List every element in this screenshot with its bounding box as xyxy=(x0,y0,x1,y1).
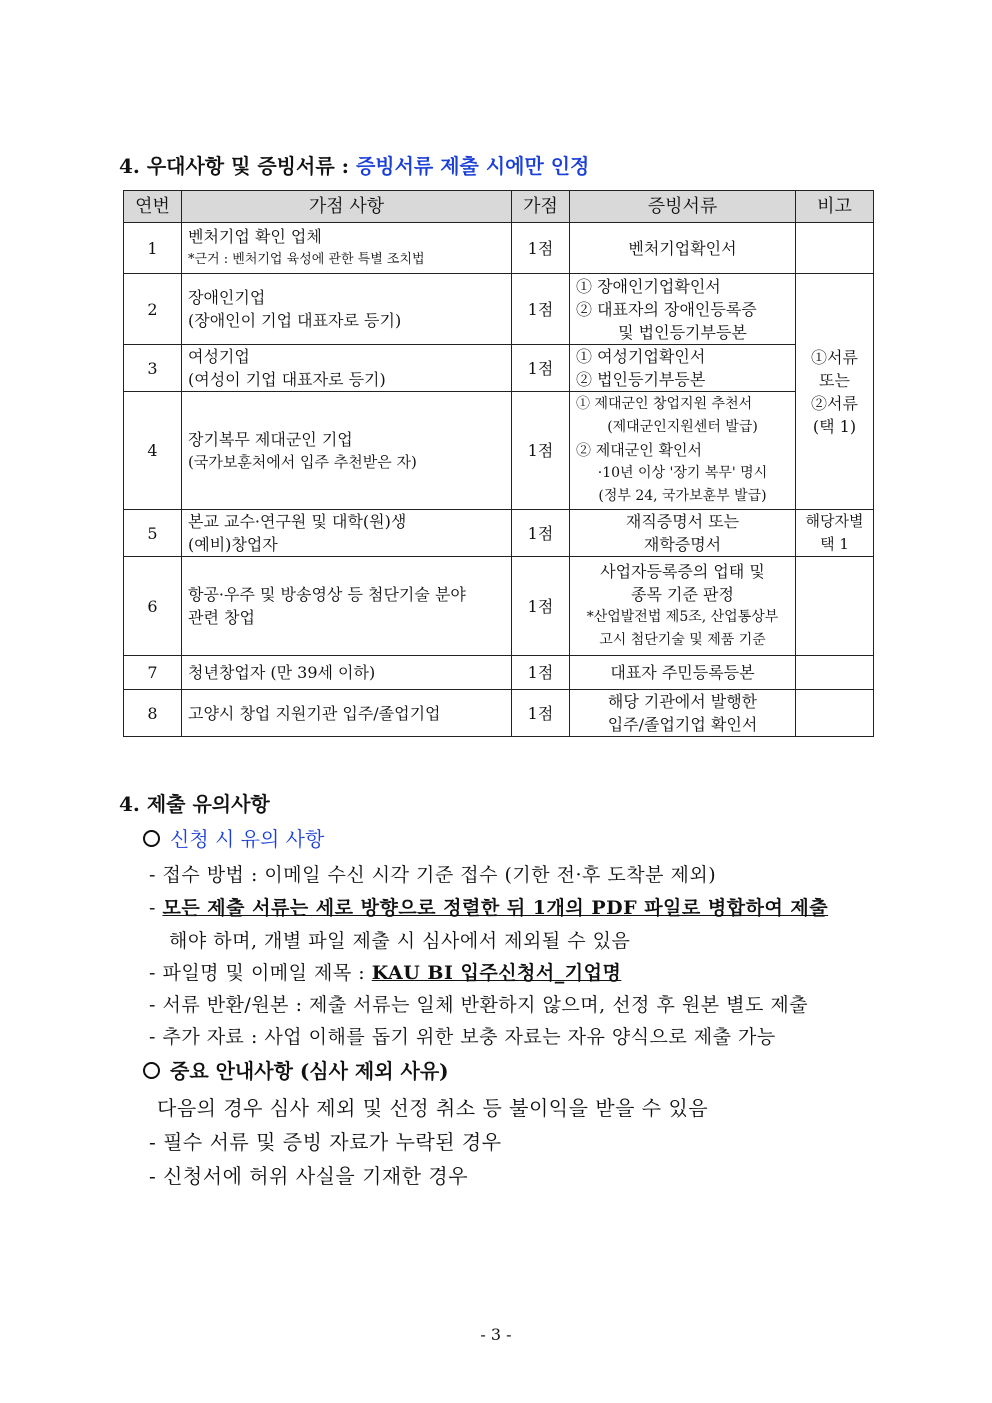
section-title-bonus: 4. 우대사항 및 증빙서류 : 증빙서류 제출 시에만 인정 xyxy=(119,154,590,178)
notice-line-3: - 파일명 및 이메일 제목 : KAU BI 입주신청서_기업명 xyxy=(149,962,622,984)
important-line-2: - 신청서에 허위 사실을 기재한 경우 xyxy=(149,1164,469,1188)
table-header-row xyxy=(124,191,874,223)
notice-line-5: - 추가 자료 : 사업 이해를 돕기 위한 보충 자료는 자유 양식으로 제출 가능 xyxy=(149,1026,776,1048)
notice-heading: 신청 시 유의 사항 xyxy=(143,823,324,852)
page-number: - 3 - xyxy=(480,1325,512,1344)
notice-line-2: - 모든 제출 서류는 세로 방향으로 정렬한 뒤 1개의 PDF 파일로 병합하여 제출 xyxy=(149,897,829,919)
header-docs: 증빙서류 xyxy=(570,191,796,223)
bonus-table xyxy=(123,190,874,737)
table-row: 2 장애인기업 (장애인이 기업 대표자로 등기) 1점 ① 장애인기업확인서 ② 대표자의 장애인등록증 및 법인등기부등본 ①서류 또는 ②서류 (택 1) xyxy=(124,274,874,345)
notice-line-2-cont: 해야 하며, 개별 파일 제출 시 심사에서 제외될 수 있음 xyxy=(169,930,631,952)
header-no: 연번 xyxy=(124,191,182,223)
table-row: 6 항공·우주 및 방송영상 등 첨단기술 분야 관련 창업 1점 사업자등록증의 업태 및 종목 기준 판정 *산업발전법 제5조, 산업통상부 고시 첨단기술 및 제품 기준 xyxy=(124,557,874,656)
table-row: 1 벤처기업 확인 업체 *근거 : 벤처기업 육성에 관한 특별 조치법 1점 벤처기업확인서 xyxy=(124,223,874,274)
important-line-1: - 필수 서류 및 증빙 자료가 누락된 경우 xyxy=(149,1130,502,1154)
remark-group: ①서류 또는 ②서류 (택 1) xyxy=(796,274,874,510)
notice-line-1: - 접수 방법 : 이메일 수신 시각 기준 접수 (기한 전·후 도착분 제외) xyxy=(149,864,717,886)
important-heading: 중요 안내사항 (심사 제외 사유) xyxy=(143,1055,449,1084)
table-row: 3 여성기업 (여성이 기업 대표자로 등기) 1점 ① 여성기업확인서 ② 법인등기부등본 xyxy=(124,345,874,392)
circle-bullet-icon xyxy=(143,1062,160,1079)
important-intro: 다음의 경우 심사 제외 및 선정 취소 등 불이익을 받을 수 있음 xyxy=(157,1096,709,1120)
table-row: 5 본교 교수·연구원 및 대학(원)생 (예비)창업자 1점 재직증명서 또는 재학증명서 해당자별 택 1 xyxy=(124,510,874,557)
header-remark: 비고 xyxy=(796,191,874,223)
section-title-submit: 4. 제출 유의사항 xyxy=(119,792,270,816)
table-row: 7 청년창업자 (만 39세 이하) 1점 대표자 주민등록등본 xyxy=(124,656,874,690)
notice-line-4: - 서류 반환/원본 : 제출 서류는 일체 반환하지 않으며, 선정 후 원본 별도 제출 xyxy=(149,994,809,1016)
table-row: 4 장기복무 제대군인 기업 (국가보훈처에서 입주 추천받은 자) 1점 ① 제대군인 창업지원 추천서 (제대군인지원센터 발급) ② 제대군인 확인서 ·10년 이상 '장기 복무' 명시 (정부 24, 국가보훈부 발급) xyxy=(124,392,874,510)
table-row: 8 고양시 창업 지원기관 입주/졸업기업 1점 해당 기관에서 발행한 입주/졸업기업 확인서 xyxy=(124,690,874,737)
circle-bullet-icon xyxy=(143,830,160,847)
header-item: 가점 사항 xyxy=(182,191,512,223)
header-points: 가점 xyxy=(512,191,570,223)
section-title-highlight: 증빙서류 제출 시에만 인정 xyxy=(355,154,590,178)
remark-5: 해당자별 택 1 xyxy=(796,510,874,557)
